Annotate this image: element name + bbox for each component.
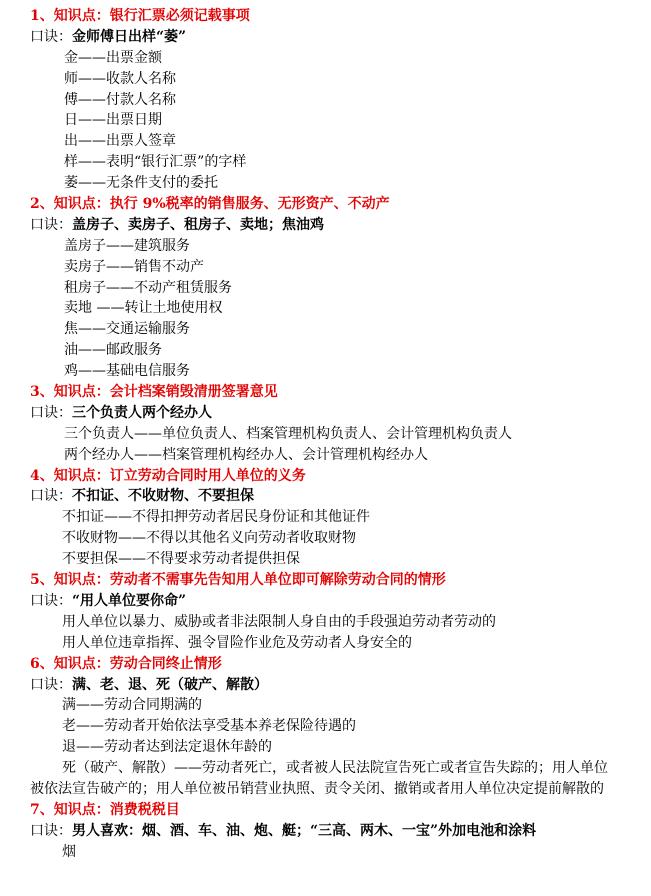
section-1-item-1: 金——出票金额 xyxy=(64,49,162,66)
section-6-item-3: 退——劳动者达到法定退休年龄的 xyxy=(62,739,272,756)
section-1-koujue xyxy=(0,27,651,48)
section-2-item-5: 焦——交通运输服务 xyxy=(64,321,190,338)
section-6-paragraph-cont: 被依法宣告破产的；用人单位被吊销营业执照、责令关闭、撤销或者用人单位决定提前解散的 xyxy=(30,780,604,797)
koujue-label: 口诀： xyxy=(30,216,72,233)
koujue-text: 满、老、退、死（破产、解散） xyxy=(72,676,268,693)
section-2-koujue xyxy=(0,215,651,236)
koujue-text: 盖房子、卖房子、租房子、卖地；焦油鸡 xyxy=(72,216,324,233)
section-1-item-2: 师——收款人名称 xyxy=(64,70,176,87)
section-7-koujue xyxy=(0,821,651,842)
section-3-item-2: 两个经办人——档案管理机构经办人、会计管理机构经办人 xyxy=(64,446,428,463)
section-2-item-3: 租房子——不动产租赁服务 xyxy=(64,279,232,296)
section-6-paragraph-first: 死（破产、解散）——劳动者死亡，或者被人民法院宣告死亡或者宣告失踪的；用人单位 xyxy=(62,760,608,777)
section-5-item-1: 用人单位以暴力、威胁或者非法限制人身自由的手段强迫劳动者劳动的 xyxy=(62,613,496,630)
koujue-text: 三个负责人两个经办人 xyxy=(72,404,212,421)
section-4-item-3: 不要担保——不得要求劳动者提供担保 xyxy=(62,551,300,568)
section-5-koujue xyxy=(0,591,651,612)
koujue-text: 金师傅日出样“萎” xyxy=(72,28,187,45)
koujue-label: 口诀： xyxy=(30,404,72,421)
section-2-item-2: 卖房子——销售不动产 xyxy=(64,258,204,275)
section-2-item-7: 鸡——基础电信服务 xyxy=(64,363,190,380)
section-5-item-2: 用人单位违章指挥、强令冒险作业危及劳动者人身安全的 xyxy=(62,634,412,651)
section-4-item-1: 不扣证——不得扣押劳动者居民身份证和其他证件 xyxy=(62,509,370,526)
section-2-item-4: 卖地 ——转让土地使用权 xyxy=(64,300,223,317)
section-7-item-1: 烟 xyxy=(62,843,76,860)
section-3-item-1: 三个负责人——单位负责人、档案管理机构负责人、会计管理机构负责人 xyxy=(64,425,512,442)
koujue-text: “用人单位要你命” xyxy=(72,592,187,609)
section-6-koujue xyxy=(0,675,651,696)
koujue-text: 男人喜欢：烟、酒、车、油、炮、艇；“三高、两木、一宝”外加电池和涂料 xyxy=(72,822,537,839)
section-7-heading: 7、知识点：消费税税目 xyxy=(30,801,180,818)
koujue-label: 口诀： xyxy=(30,676,72,693)
section-4-item-2: 不收财物——不得以其他名义向劳动者收取财物 xyxy=(62,530,356,547)
section-1-item-7: 萎——无条件支付的委托 xyxy=(64,175,218,192)
section-4-heading: 4、知识点：订立劳动合同时用人单位的义务 xyxy=(30,467,306,484)
koujue-label: 口诀： xyxy=(30,488,72,505)
koujue-label: 口诀： xyxy=(30,592,72,609)
koujue-label: 口诀： xyxy=(30,822,72,839)
section-2-item-6: 油——邮政服务 xyxy=(64,342,162,359)
document-page xyxy=(0,6,651,863)
section-6-item-1: 满——劳动合同期满的 xyxy=(62,697,202,714)
koujue-label: 口诀： xyxy=(30,28,72,45)
section-4-koujue xyxy=(0,486,651,507)
section-1-item-5: 出——出票人签章 xyxy=(64,133,176,150)
section-2-item-1: 盖房子——建筑服务 xyxy=(64,237,190,254)
section-6-item-2: 老——劳动者开始依法享受基本养老保险待遇的 xyxy=(62,718,356,735)
section-3-heading: 3、知识点：会计档案销毁清册签署意见 xyxy=(30,384,278,401)
section-1-heading: 1、知识点：银行汇票必须记载事项 xyxy=(30,8,250,24)
section-2-heading: 2、知识点：执行 9%税率的销售服务、无形资产、不动产 xyxy=(30,196,390,213)
section-1-item-4: 日——出票日期 xyxy=(64,112,162,129)
section-6-heading: 6、知识点：劳动合同终止情形 xyxy=(30,655,222,672)
section-5-heading: 5、知识点：劳动者不需事先告知用人单位即可解除劳动合同的情形 xyxy=(30,572,446,589)
section-1-item-6: 样——表明“银行汇票”的字样 xyxy=(64,154,247,171)
section-3-koujue xyxy=(0,403,651,424)
koujue-text: 不扣证、不收财物、不要担保 xyxy=(72,488,254,505)
section-1-item-3: 傅——付款人名称 xyxy=(64,91,176,108)
